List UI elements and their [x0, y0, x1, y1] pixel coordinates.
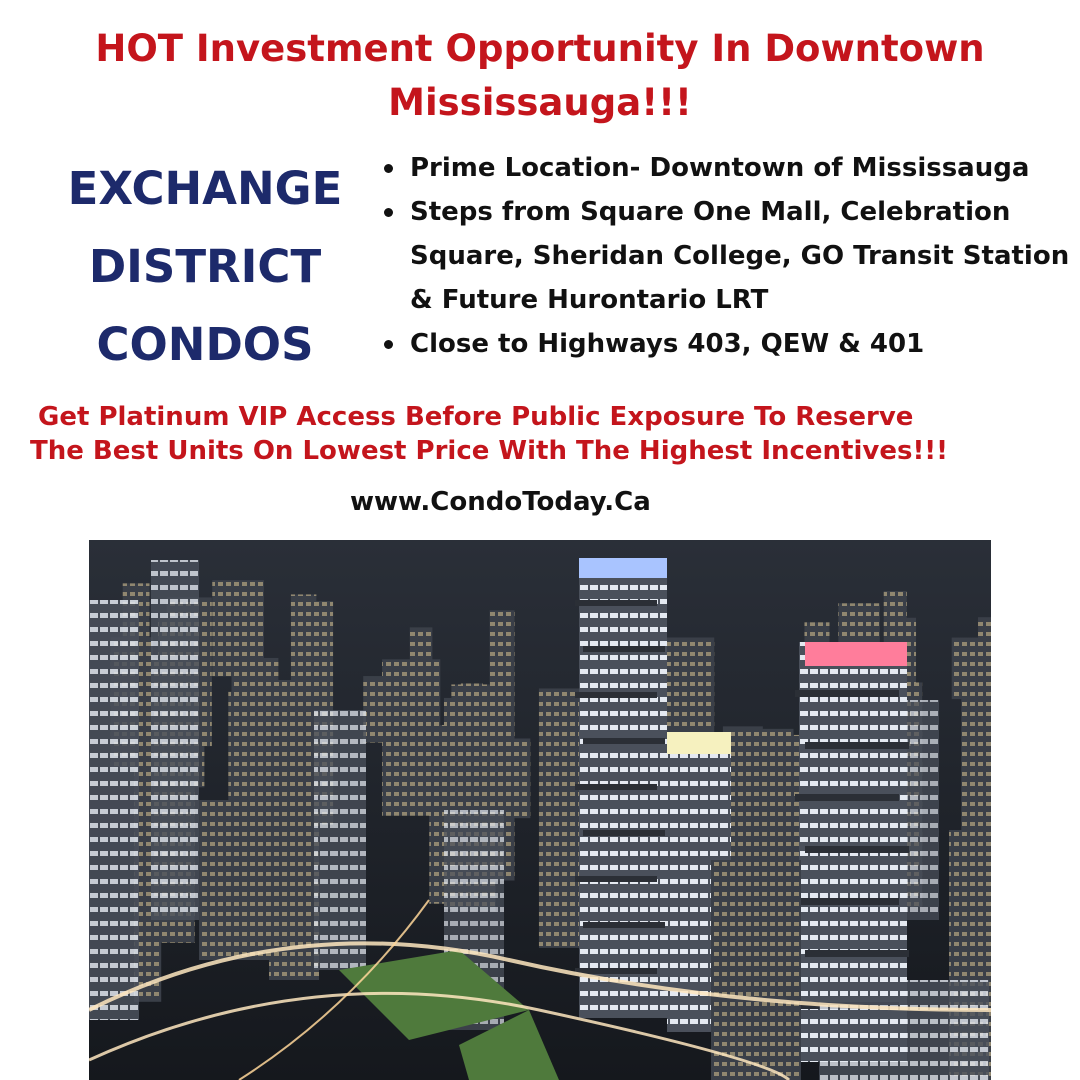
tower-band — [805, 846, 909, 853]
tower-band — [795, 690, 899, 697]
background-building — [410, 627, 433, 738]
tower-band — [583, 646, 665, 652]
project-name-line-2: DISTRICT — [88, 240, 322, 293]
tower-band — [583, 922, 665, 928]
background-building — [212, 580, 264, 676]
city-rendering-photo — [89, 540, 991, 1080]
background-building — [469, 724, 510, 810]
mid-tower — [269, 680, 319, 980]
project-name-line-1: EXCHANGE — [67, 162, 343, 215]
tower-band — [575, 968, 657, 974]
background-building — [363, 676, 390, 742]
tower-band — [795, 898, 899, 905]
feature-list — [380, 146, 1070, 366]
cta-line-2: The Best Units On Lowest Price With The Highest Incentives!!! — [30, 436, 949, 466]
podium-building — [819, 980, 989, 1080]
tower-crown-yellow — [667, 732, 731, 754]
tower-band — [805, 950, 909, 957]
low-building — [199, 800, 269, 960]
feature-item-location: Prime Location- Downtown of Mississauga — [380, 146, 1070, 190]
tower-band — [805, 742, 909, 749]
podium-tower — [711, 860, 801, 1080]
tower-band — [575, 784, 657, 790]
headline: HOT Investment Opportunity In Downtown Mississauga!!! — [95, 27, 985, 124]
tower-band — [575, 876, 657, 882]
tower-band — [795, 794, 899, 801]
background-building — [539, 688, 585, 947]
project-name — [50, 150, 360, 384]
mid-tower — [314, 710, 366, 970]
website-link[interactable]: www.CondoToday.Ca — [350, 487, 651, 517]
cta-text — [30, 400, 1070, 468]
tower-crown-pink — [805, 642, 907, 666]
tower-band — [583, 830, 665, 836]
feature-item-highways: Close to Highways 403, QEW & 401 — [380, 322, 1070, 366]
feature-item-nearby: Steps from Square One Mall, Celebration Square, Sheridan College, GO Transit Station & Future Hurontario LRT — [380, 190, 1070, 322]
tower-band — [575, 692, 657, 698]
cta-line-1: Get Platinum VIP Access Before Public Exposure To Reserve — [38, 402, 914, 432]
tower-crown-blue — [579, 558, 667, 578]
left-tower — [151, 560, 199, 920]
tower-band — [575, 600, 657, 606]
left-tower — [89, 600, 139, 1020]
tower-band — [583, 738, 665, 744]
project-name-line-3: CONDOS — [96, 318, 314, 371]
